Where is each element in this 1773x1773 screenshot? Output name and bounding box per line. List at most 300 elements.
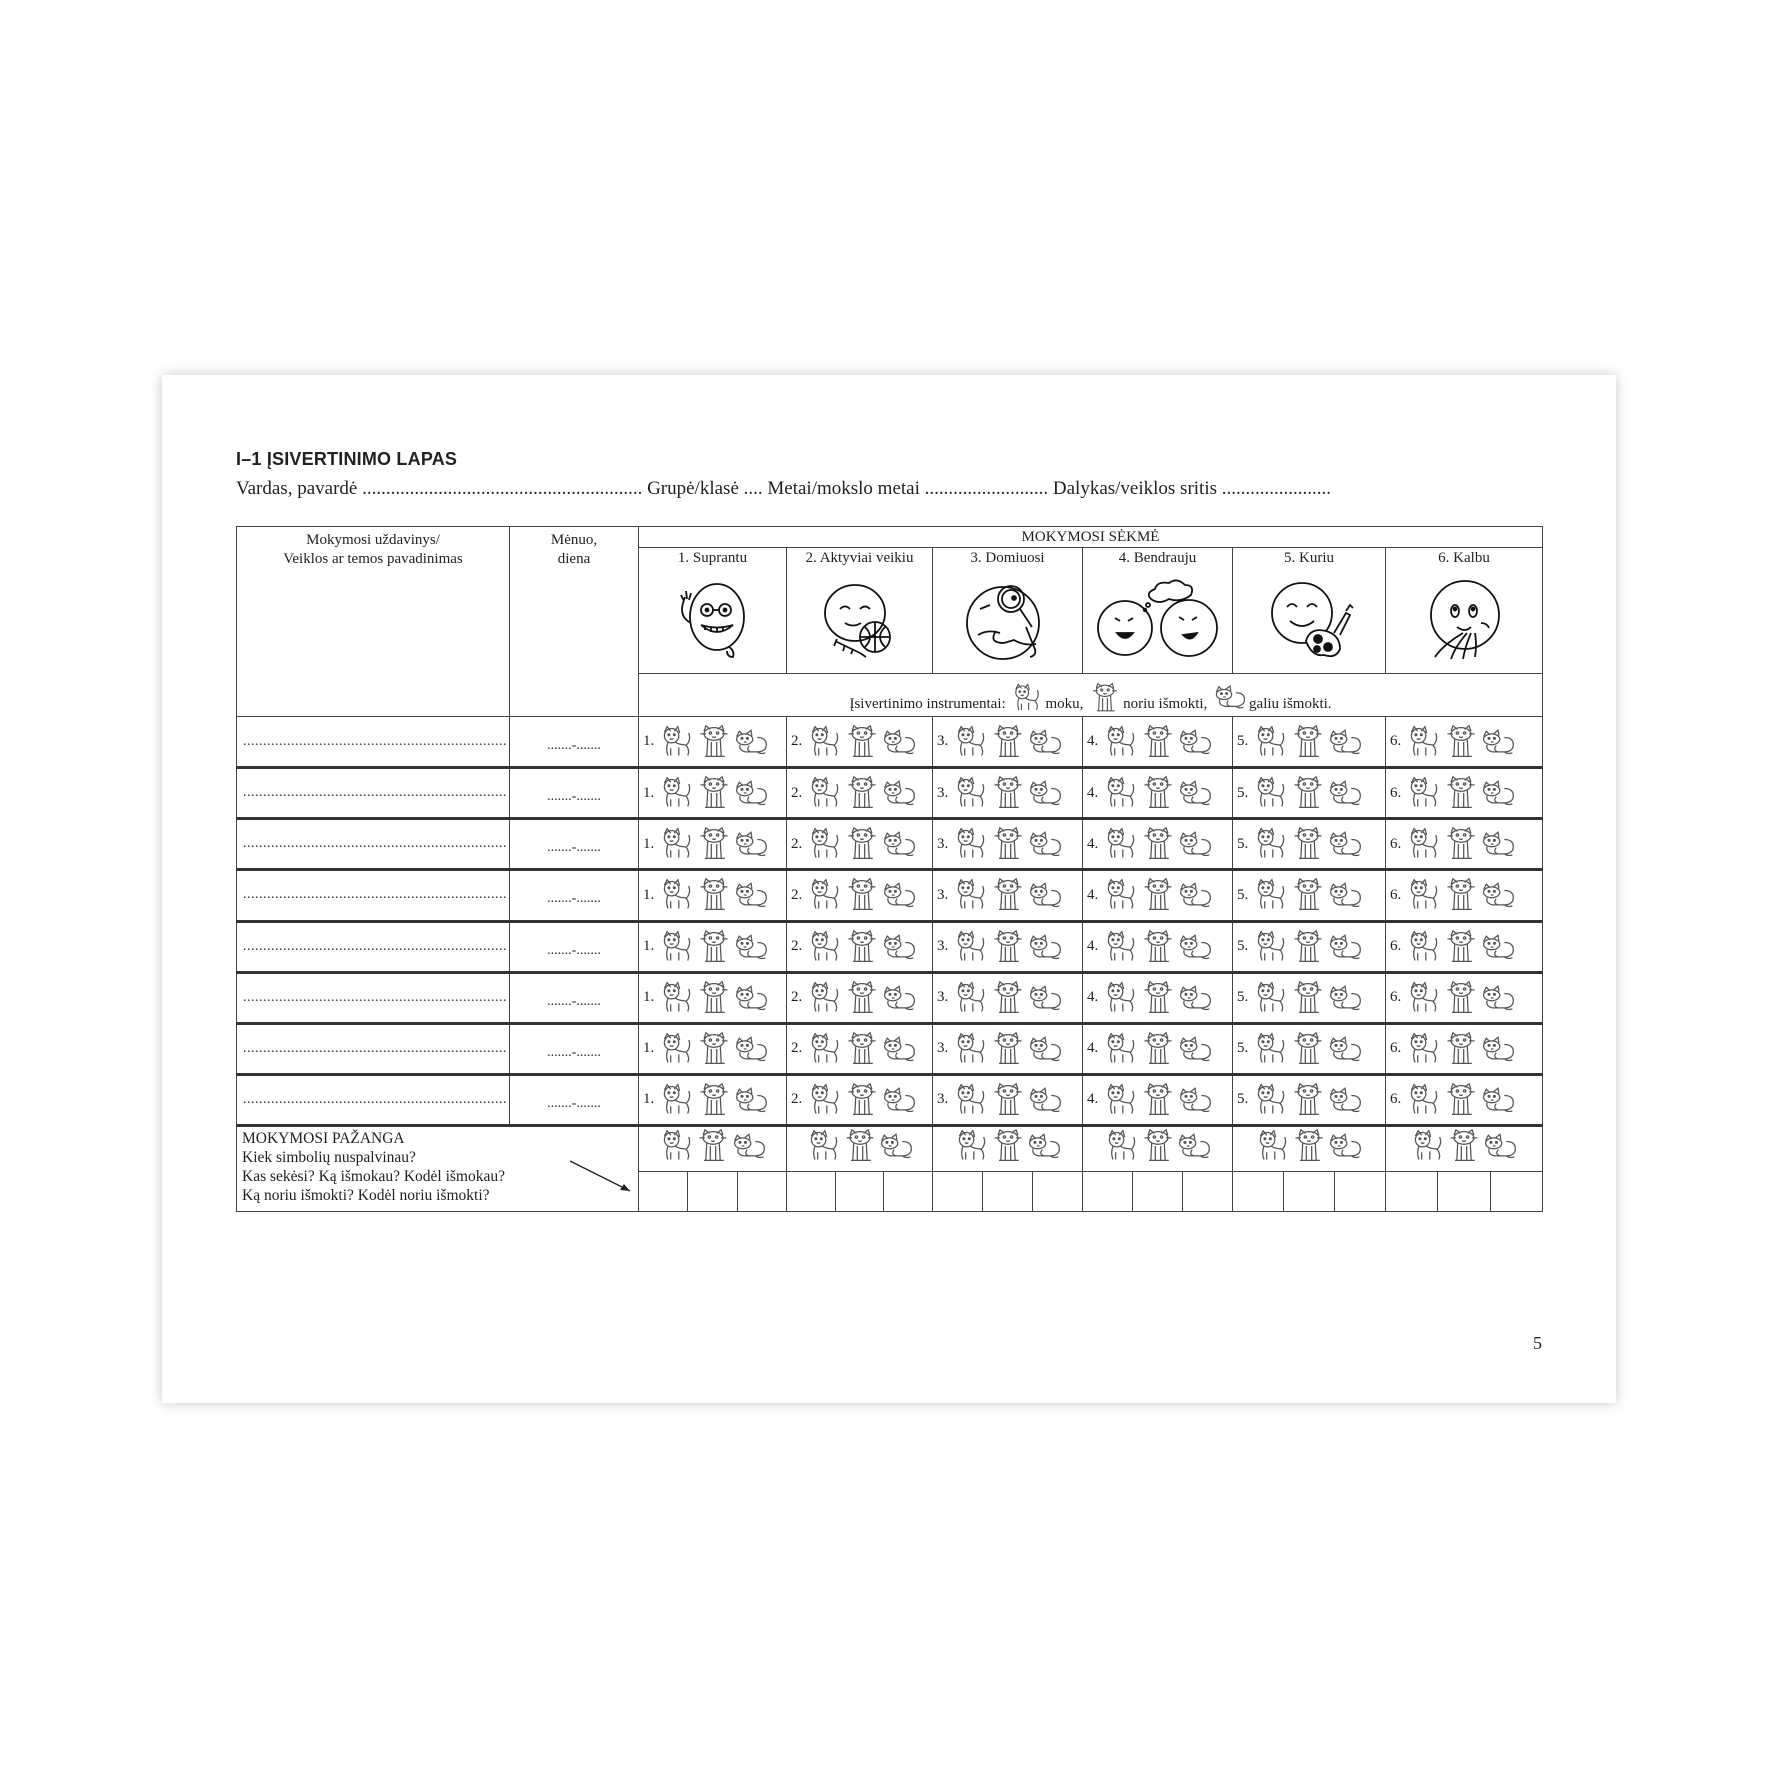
cat-sitting-icon[interactable] bbox=[844, 989, 881, 1005]
cat-sitting-icon[interactable] bbox=[1290, 887, 1327, 903]
count-box[interactable] bbox=[639, 1172, 687, 1211]
ball-face-icon bbox=[815, 573, 905, 668]
page-title: I–1 ĮSIVERTINIMO LAPAS bbox=[236, 449, 458, 469]
cat-sitting-icon[interactable] bbox=[1443, 733, 1480, 749]
cat-sitting-icon[interactable] bbox=[990, 733, 1027, 749]
count-box[interactable] bbox=[1132, 1172, 1182, 1211]
cat-lying-icon[interactable] bbox=[1027, 887, 1064, 903]
cat-sitting-icon[interactable] bbox=[696, 1040, 733, 1056]
cat-standing-icon[interactable] bbox=[953, 733, 990, 749]
task-name-field[interactable]: .................................................................. bbox=[237, 921, 510, 972]
count-box[interactable] bbox=[835, 1172, 884, 1211]
cat-sitting-icon bbox=[990, 1152, 1026, 1168]
cat-lying-icon[interactable] bbox=[1027, 989, 1064, 1005]
rating-number: 2. bbox=[791, 1091, 803, 1108]
rating-cell bbox=[1386, 768, 1543, 819]
rating-number: 3. bbox=[937, 733, 949, 750]
progress-title: MOKYMOSI PAŽANGA bbox=[242, 1129, 405, 1147]
rating-cell bbox=[639, 972, 787, 1023]
cat-lying-icon bbox=[1026, 1152, 1062, 1168]
cat-standing-icon[interactable] bbox=[953, 887, 990, 903]
rating-cell bbox=[1083, 819, 1233, 870]
cat-standing-icon[interactable] bbox=[1103, 887, 1140, 903]
cat-standing-icon[interactable] bbox=[807, 785, 844, 801]
cat-standing-icon[interactable] bbox=[1253, 836, 1290, 852]
rating-number: 1. bbox=[643, 733, 655, 750]
rating-number: 1. bbox=[643, 989, 655, 1006]
rating-number: 6. bbox=[1390, 1040, 1402, 1057]
rating-cell bbox=[1386, 1023, 1543, 1074]
cat-lying-icon[interactable] bbox=[733, 1091, 770, 1107]
cat-standing-icon[interactable] bbox=[1103, 785, 1140, 801]
cat-sitting-icon[interactable] bbox=[1443, 887, 1480, 903]
count-box[interactable] bbox=[933, 1172, 982, 1211]
cat-lying-icon[interactable] bbox=[881, 1040, 918, 1056]
cat-standing-icon[interactable] bbox=[1253, 733, 1290, 749]
rating-cell bbox=[1386, 717, 1543, 768]
cat-sitting-icon[interactable] bbox=[1443, 785, 1480, 801]
task-name-field[interactable]: .................................................................. bbox=[237, 972, 510, 1023]
rating-cell bbox=[639, 1074, 787, 1125]
activity-header-6 bbox=[1386, 548, 1543, 674]
cat-lying-icon[interactable] bbox=[1327, 887, 1364, 903]
rating-number: 5. bbox=[1237, 1091, 1249, 1108]
cat-standing-icon bbox=[1104, 1152, 1140, 1168]
cat-lying-icon[interactable] bbox=[881, 989, 918, 1005]
cat-sitting-icon[interactable] bbox=[1140, 1091, 1177, 1107]
cat-standing-icon[interactable] bbox=[659, 785, 696, 801]
cat-sitting-icon[interactable] bbox=[844, 733, 881, 749]
cat-sitting-icon[interactable] bbox=[1140, 836, 1177, 852]
talking-faces-icon bbox=[1093, 573, 1223, 668]
activity-label: 2. Aktyviai veikiu bbox=[805, 550, 914, 567]
cat-lying-icon[interactable] bbox=[1327, 1091, 1364, 1107]
cat-lying-icon[interactable] bbox=[1027, 836, 1064, 852]
rating-number: 3. bbox=[937, 938, 949, 955]
rating-number: 1. bbox=[643, 1040, 655, 1057]
cat-sitting-icon[interactable] bbox=[1443, 1040, 1480, 1056]
cat-lying-icon[interactable] bbox=[1027, 938, 1064, 954]
cat-sitting-icon[interactable] bbox=[1443, 938, 1480, 954]
rating-cell bbox=[1233, 972, 1386, 1023]
cat-sitting-icon[interactable] bbox=[844, 1091, 881, 1107]
count-box[interactable] bbox=[687, 1172, 736, 1211]
cat-lying-icon[interactable] bbox=[1177, 1040, 1214, 1056]
cat-standing-icon[interactable] bbox=[1406, 733, 1443, 749]
cat-sitting-icon bbox=[842, 1152, 878, 1168]
cat-lying-icon[interactable] bbox=[881, 836, 918, 852]
date-field[interactable]: .......-....... bbox=[510, 972, 639, 1023]
task-name-field[interactable]: .................................................................. bbox=[237, 870, 510, 921]
cat-sitting-icon[interactable] bbox=[1443, 836, 1480, 852]
activity-label: 5. Kuriu bbox=[1284, 550, 1334, 567]
count-box[interactable] bbox=[1490, 1172, 1542, 1211]
rating-cell bbox=[1233, 717, 1386, 768]
cat-lying-icon[interactable] bbox=[1327, 785, 1364, 801]
cat-standing-icon[interactable] bbox=[659, 836, 696, 852]
cat-standing-icon bbox=[806, 1152, 842, 1168]
rating-cell bbox=[1083, 972, 1233, 1023]
cat-sitting-icon[interactable] bbox=[990, 1091, 1027, 1107]
cat-sitting-icon[interactable] bbox=[696, 733, 733, 749]
cat-lying-icon[interactable] bbox=[733, 785, 770, 801]
cat-standing-icon bbox=[1009, 696, 1045, 712]
rating-cell bbox=[1233, 1074, 1386, 1125]
cat-lying-icon[interactable] bbox=[1027, 785, 1064, 801]
cat-standing-icon[interactable] bbox=[1253, 938, 1290, 954]
cat-sitting-icon[interactable] bbox=[1140, 989, 1177, 1005]
rating-cell bbox=[787, 1023, 933, 1074]
rating-cell bbox=[1083, 768, 1233, 819]
cat-sitting-icon[interactable] bbox=[1290, 1040, 1327, 1056]
progress-count-boxes bbox=[1233, 1171, 1386, 1211]
cat-sitting-icon[interactable] bbox=[1140, 938, 1177, 954]
cat-lying-icon[interactable] bbox=[733, 887, 770, 903]
cat-sitting-icon[interactable] bbox=[844, 938, 881, 954]
progress-count-boxes bbox=[1083, 1171, 1233, 1211]
cat-sitting-icon[interactable] bbox=[1443, 1091, 1480, 1107]
cat-lying-icon[interactable] bbox=[881, 733, 918, 749]
cat-sitting-icon[interactable] bbox=[990, 989, 1027, 1005]
progress-question-3: Ką noriu išmokti? Kodėl noriu išmokti? bbox=[242, 1186, 490, 1204]
rating-number: 4. bbox=[1087, 989, 1099, 1006]
cat-lying-icon[interactable] bbox=[1327, 938, 1364, 954]
task-name-field[interactable]: .................................................................. bbox=[237, 1023, 510, 1074]
rating-number: 5. bbox=[1237, 1040, 1249, 1057]
rating-number: 4. bbox=[1087, 835, 1099, 852]
cat-standing-icon[interactable] bbox=[953, 938, 990, 954]
cat-lying-icon[interactable] bbox=[1177, 887, 1214, 903]
cat-sitting-icon[interactable] bbox=[844, 785, 881, 801]
rating-number: 5. bbox=[1237, 835, 1249, 852]
cat-lying-icon[interactable] bbox=[1480, 887, 1517, 903]
date-field[interactable]: .......-....... bbox=[510, 921, 639, 972]
cat-sitting-icon[interactable] bbox=[696, 1091, 733, 1107]
rating-cell bbox=[933, 972, 1083, 1023]
rating-cell bbox=[933, 717, 1083, 768]
cat-sitting-icon[interactable] bbox=[844, 836, 881, 852]
cat-sitting-icon[interactable] bbox=[1140, 785, 1177, 801]
cat-lying-icon[interactable] bbox=[1327, 989, 1364, 1005]
date-field[interactable]: .......-....... bbox=[510, 870, 639, 921]
cat-standing-icon[interactable] bbox=[807, 1040, 844, 1056]
count-box[interactable] bbox=[1083, 1172, 1132, 1211]
rating-number: 2. bbox=[791, 886, 803, 903]
cat-standing-icon[interactable] bbox=[1103, 733, 1140, 749]
task-name-field[interactable]: .................................................................. bbox=[237, 1074, 510, 1125]
cat-lying-icon[interactable] bbox=[1177, 989, 1214, 1005]
cat-standing-icon[interactable] bbox=[807, 733, 844, 749]
cat-standing-icon[interactable] bbox=[1406, 1040, 1443, 1056]
cat-standing-icon bbox=[1255, 1152, 1291, 1168]
cat-standing-icon[interactable] bbox=[1103, 989, 1140, 1005]
date-header-line1: Mėnuo, bbox=[550, 532, 598, 548]
count-box[interactable] bbox=[1334, 1172, 1385, 1211]
date-header-line2: diena bbox=[557, 551, 591, 567]
rating-cell bbox=[639, 1023, 787, 1074]
legend-prefix: Įsivertinimo instrumentai: bbox=[849, 696, 1006, 713]
rating-number: 3. bbox=[937, 886, 949, 903]
cat-standing-icon[interactable] bbox=[1406, 938, 1443, 954]
cat-standing-icon[interactable] bbox=[953, 989, 990, 1005]
count-box[interactable] bbox=[1032, 1172, 1082, 1211]
task-header-line2: Veiklos ar temos pavadinimas bbox=[283, 551, 463, 567]
cat-lying-icon[interactable] bbox=[1027, 1040, 1064, 1056]
assessment-table bbox=[236, 526, 1543, 1212]
rating-cell bbox=[639, 819, 787, 870]
cat-lying-icon[interactable] bbox=[1480, 733, 1517, 749]
cat-lying-icon[interactable] bbox=[881, 1091, 918, 1107]
rating-number: 2. bbox=[791, 989, 803, 1006]
rating-number: 6. bbox=[1390, 989, 1402, 1006]
rating-cell bbox=[1386, 972, 1543, 1023]
table-row bbox=[237, 717, 1543, 768]
activity-label: 1. Suprantu bbox=[677, 550, 748, 567]
cat-standing-icon[interactable] bbox=[1253, 989, 1290, 1005]
cat-sitting-icon[interactable] bbox=[1140, 1040, 1177, 1056]
cat-standing-icon[interactable] bbox=[807, 836, 844, 852]
rating-number: 1. bbox=[643, 1091, 655, 1108]
cat-standing-icon bbox=[659, 1152, 695, 1168]
cat-standing-icon[interactable] bbox=[807, 989, 844, 1005]
activity-header-1 bbox=[639, 548, 787, 674]
cat-sitting-icon[interactable] bbox=[696, 887, 733, 903]
legend-item-1: moku, bbox=[1045, 696, 1084, 713]
rating-cell bbox=[1083, 870, 1233, 921]
cat-lying-icon bbox=[1211, 696, 1249, 712]
cat-standing-icon bbox=[954, 1152, 990, 1168]
date-field[interactable]: .......-....... bbox=[510, 717, 639, 768]
cat-sitting-icon bbox=[1446, 1152, 1482, 1168]
cat-standing-icon[interactable] bbox=[659, 733, 696, 749]
cat-sitting-icon[interactable] bbox=[696, 836, 733, 852]
activity-header-4 bbox=[1083, 548, 1233, 674]
task-name-field[interactable]: .................................................................. bbox=[237, 768, 510, 819]
cat-lying-icon[interactable] bbox=[1327, 733, 1364, 749]
rating-cell bbox=[639, 717, 787, 768]
cat-sitting-icon[interactable] bbox=[844, 1040, 881, 1056]
cat-lying-icon[interactable] bbox=[733, 938, 770, 954]
count-box[interactable] bbox=[787, 1172, 835, 1211]
count-box[interactable] bbox=[883, 1172, 932, 1211]
date-field[interactable]: .......-....... bbox=[510, 1023, 639, 1074]
cat-lying-icon[interactable] bbox=[1327, 836, 1364, 852]
rating-cell bbox=[1233, 1023, 1386, 1074]
cat-standing-icon[interactable] bbox=[807, 938, 844, 954]
cat-standing-icon[interactable] bbox=[807, 887, 844, 903]
cat-sitting-icon[interactable] bbox=[990, 836, 1027, 852]
cat-standing-icon[interactable] bbox=[659, 1091, 696, 1107]
progress-icons-cell bbox=[1083, 1125, 1233, 1171]
table-row bbox=[237, 1074, 1543, 1125]
rating-number: 2. bbox=[791, 733, 803, 750]
cat-sitting-icon[interactable] bbox=[1140, 733, 1177, 749]
cat-lying-icon[interactable] bbox=[881, 785, 918, 801]
cat-standing-icon[interactable] bbox=[1103, 938, 1140, 954]
rating-number: 6. bbox=[1390, 784, 1402, 801]
cat-sitting-icon bbox=[1140, 1152, 1176, 1168]
task-name-field[interactable]: .................................................................. bbox=[237, 717, 510, 768]
cat-lying-icon[interactable] bbox=[1177, 1091, 1214, 1107]
date-field[interactable]: .......-....... bbox=[510, 819, 639, 870]
cat-standing-icon[interactable] bbox=[953, 836, 990, 852]
cat-sitting-icon[interactable] bbox=[1140, 887, 1177, 903]
rating-number: 6. bbox=[1390, 938, 1402, 955]
cat-standing-icon[interactable] bbox=[659, 989, 696, 1005]
cat-standing-icon[interactable] bbox=[953, 785, 990, 801]
cat-sitting-icon[interactable] bbox=[990, 785, 1027, 801]
rating-number: 5. bbox=[1237, 886, 1249, 903]
rating-cell bbox=[787, 870, 933, 921]
rating-number: 2. bbox=[791, 835, 803, 852]
rating-number: 1. bbox=[643, 938, 655, 955]
cat-lying-icon[interactable] bbox=[881, 887, 918, 903]
cat-standing-icon[interactable] bbox=[1406, 785, 1443, 801]
date-field[interactable]: .......-....... bbox=[510, 768, 639, 819]
cat-lying-icon[interactable] bbox=[733, 989, 770, 1005]
count-box[interactable] bbox=[1233, 1172, 1283, 1211]
cat-lying-icon[interactable] bbox=[1177, 733, 1214, 749]
rating-cell bbox=[1083, 717, 1233, 768]
rating-number: 5. bbox=[1237, 784, 1249, 801]
cat-standing-icon[interactable] bbox=[1253, 1091, 1290, 1107]
rating-number: 4. bbox=[1087, 784, 1099, 801]
rating-cell bbox=[933, 1023, 1083, 1074]
cat-sitting-icon[interactable] bbox=[1290, 785, 1327, 801]
cat-lying-icon[interactable] bbox=[733, 1040, 770, 1056]
rating-number: 4. bbox=[1087, 886, 1099, 903]
rating-cell bbox=[933, 819, 1083, 870]
cat-lying-icon[interactable] bbox=[1480, 836, 1517, 852]
rating-number: 6. bbox=[1390, 733, 1402, 750]
cat-lying-icon[interactable] bbox=[1177, 836, 1214, 852]
activity-header-3 bbox=[933, 548, 1083, 674]
cat-sitting-icon[interactable] bbox=[1290, 989, 1327, 1005]
cat-sitting-icon[interactable] bbox=[1290, 938, 1327, 954]
activity-label: 6. Kalbu bbox=[1438, 550, 1490, 567]
activity-header-5 bbox=[1233, 548, 1386, 674]
learning-progress-section bbox=[237, 1125, 639, 1211]
activity-header-2 bbox=[787, 548, 933, 674]
cat-sitting-icon[interactable] bbox=[990, 938, 1027, 954]
rating-cell bbox=[639, 921, 787, 972]
rating-number: 3. bbox=[937, 1091, 949, 1108]
cat-lying-icon[interactable] bbox=[1480, 938, 1517, 954]
cat-sitting-icon[interactable] bbox=[696, 785, 733, 801]
cat-lying-icon[interactable] bbox=[1027, 733, 1064, 749]
cat-lying-icon[interactable] bbox=[881, 938, 918, 954]
cat-standing-icon[interactable] bbox=[1406, 1091, 1443, 1107]
cat-sitting-icon[interactable] bbox=[696, 989, 733, 1005]
count-box[interactable] bbox=[1182, 1172, 1232, 1211]
table-row bbox=[237, 1023, 1543, 1074]
magnifier-face-icon bbox=[958, 573, 1058, 673]
rating-number: 4. bbox=[1087, 1040, 1099, 1057]
cat-lying-icon[interactable] bbox=[1027, 1091, 1064, 1107]
cat-standing-icon[interactable] bbox=[953, 1040, 990, 1056]
cat-lying-icon bbox=[1327, 1152, 1363, 1168]
cat-sitting-icon[interactable] bbox=[990, 887, 1027, 903]
cat-standing-icon[interactable] bbox=[1406, 887, 1443, 903]
speaking-face-icon bbox=[1417, 573, 1512, 673]
rating-cell bbox=[787, 921, 933, 972]
cat-sitting-icon[interactable] bbox=[844, 887, 881, 903]
cat-sitting-icon[interactable] bbox=[1290, 836, 1327, 852]
cat-standing-icon[interactable] bbox=[659, 938, 696, 954]
waving-face-icon bbox=[673, 573, 753, 668]
cat-lying-icon[interactable] bbox=[1177, 785, 1214, 801]
cat-standing-icon[interactable] bbox=[659, 1040, 696, 1056]
cat-lying-icon[interactable] bbox=[1480, 989, 1517, 1005]
cat-sitting-icon bbox=[695, 1152, 731, 1168]
rating-cell bbox=[787, 768, 933, 819]
cat-sitting-icon[interactable] bbox=[1290, 1091, 1327, 1107]
count-box[interactable] bbox=[737, 1172, 786, 1211]
cat-lying-icon[interactable] bbox=[1480, 1040, 1517, 1056]
cat-standing-icon[interactable] bbox=[1253, 1040, 1290, 1056]
cat-lying-icon[interactable] bbox=[733, 836, 770, 852]
rating-number: 6. bbox=[1390, 886, 1402, 903]
cat-lying-icon[interactable] bbox=[1177, 938, 1214, 954]
rating-cell bbox=[1083, 1023, 1233, 1074]
page-number: 5 bbox=[1533, 1333, 1542, 1353]
count-box[interactable] bbox=[1437, 1172, 1489, 1211]
cat-standing-icon[interactable] bbox=[1406, 989, 1443, 1005]
count-box[interactable] bbox=[982, 1172, 1032, 1211]
rating-number: 6. bbox=[1390, 1091, 1402, 1108]
cat-sitting-icon[interactable] bbox=[696, 938, 733, 954]
cat-standing-icon[interactable] bbox=[1103, 1091, 1140, 1107]
cat-sitting-icon[interactable] bbox=[990, 1040, 1027, 1056]
cat-sitting-icon[interactable] bbox=[1443, 989, 1480, 1005]
cat-lying-icon[interactable] bbox=[1480, 1091, 1517, 1107]
cat-lying-icon bbox=[1176, 1152, 1212, 1168]
cat-standing-icon[interactable] bbox=[659, 887, 696, 903]
progress-count-boxes bbox=[787, 1171, 933, 1211]
task-name-field[interactable]: .................................................................. bbox=[237, 819, 510, 870]
cat-lying-icon[interactable] bbox=[733, 733, 770, 749]
progress-count-boxes bbox=[933, 1171, 1083, 1211]
rating-number: 2. bbox=[791, 1040, 803, 1057]
cat-lying-icon bbox=[1482, 1152, 1518, 1168]
cat-standing-icon[interactable] bbox=[1103, 1040, 1140, 1056]
count-box[interactable] bbox=[1386, 1172, 1437, 1211]
count-box[interactable] bbox=[1283, 1172, 1334, 1211]
cat-standing-icon[interactable] bbox=[1406, 836, 1443, 852]
cat-standing-icon[interactable] bbox=[1253, 785, 1290, 801]
cat-standing-icon[interactable] bbox=[953, 1091, 990, 1107]
rating-cell bbox=[1386, 1074, 1543, 1125]
cat-standing-icon[interactable] bbox=[807, 1091, 844, 1107]
legend bbox=[639, 674, 1543, 717]
cat-sitting-icon bbox=[1291, 1152, 1327, 1168]
rating-cell bbox=[1233, 768, 1386, 819]
rating-cell bbox=[1386, 870, 1543, 921]
cat-standing-icon bbox=[1410, 1152, 1446, 1168]
progress-icons-cell bbox=[639, 1125, 787, 1171]
rating-cell bbox=[933, 870, 1083, 921]
progress-icons-cell bbox=[787, 1125, 933, 1171]
cat-standing-icon[interactable] bbox=[1103, 836, 1140, 852]
date-field[interactable]: .......-....... bbox=[510, 1074, 639, 1125]
rating-cell bbox=[1083, 1074, 1233, 1125]
cat-standing-icon[interactable] bbox=[1253, 887, 1290, 903]
cat-lying-icon[interactable] bbox=[1327, 1040, 1364, 1056]
rating-number: 4. bbox=[1087, 1091, 1099, 1108]
cat-lying-icon[interactable] bbox=[1480, 785, 1517, 801]
progress-count-boxes bbox=[1386, 1171, 1543, 1211]
cat-sitting-icon[interactable] bbox=[1290, 733, 1327, 749]
